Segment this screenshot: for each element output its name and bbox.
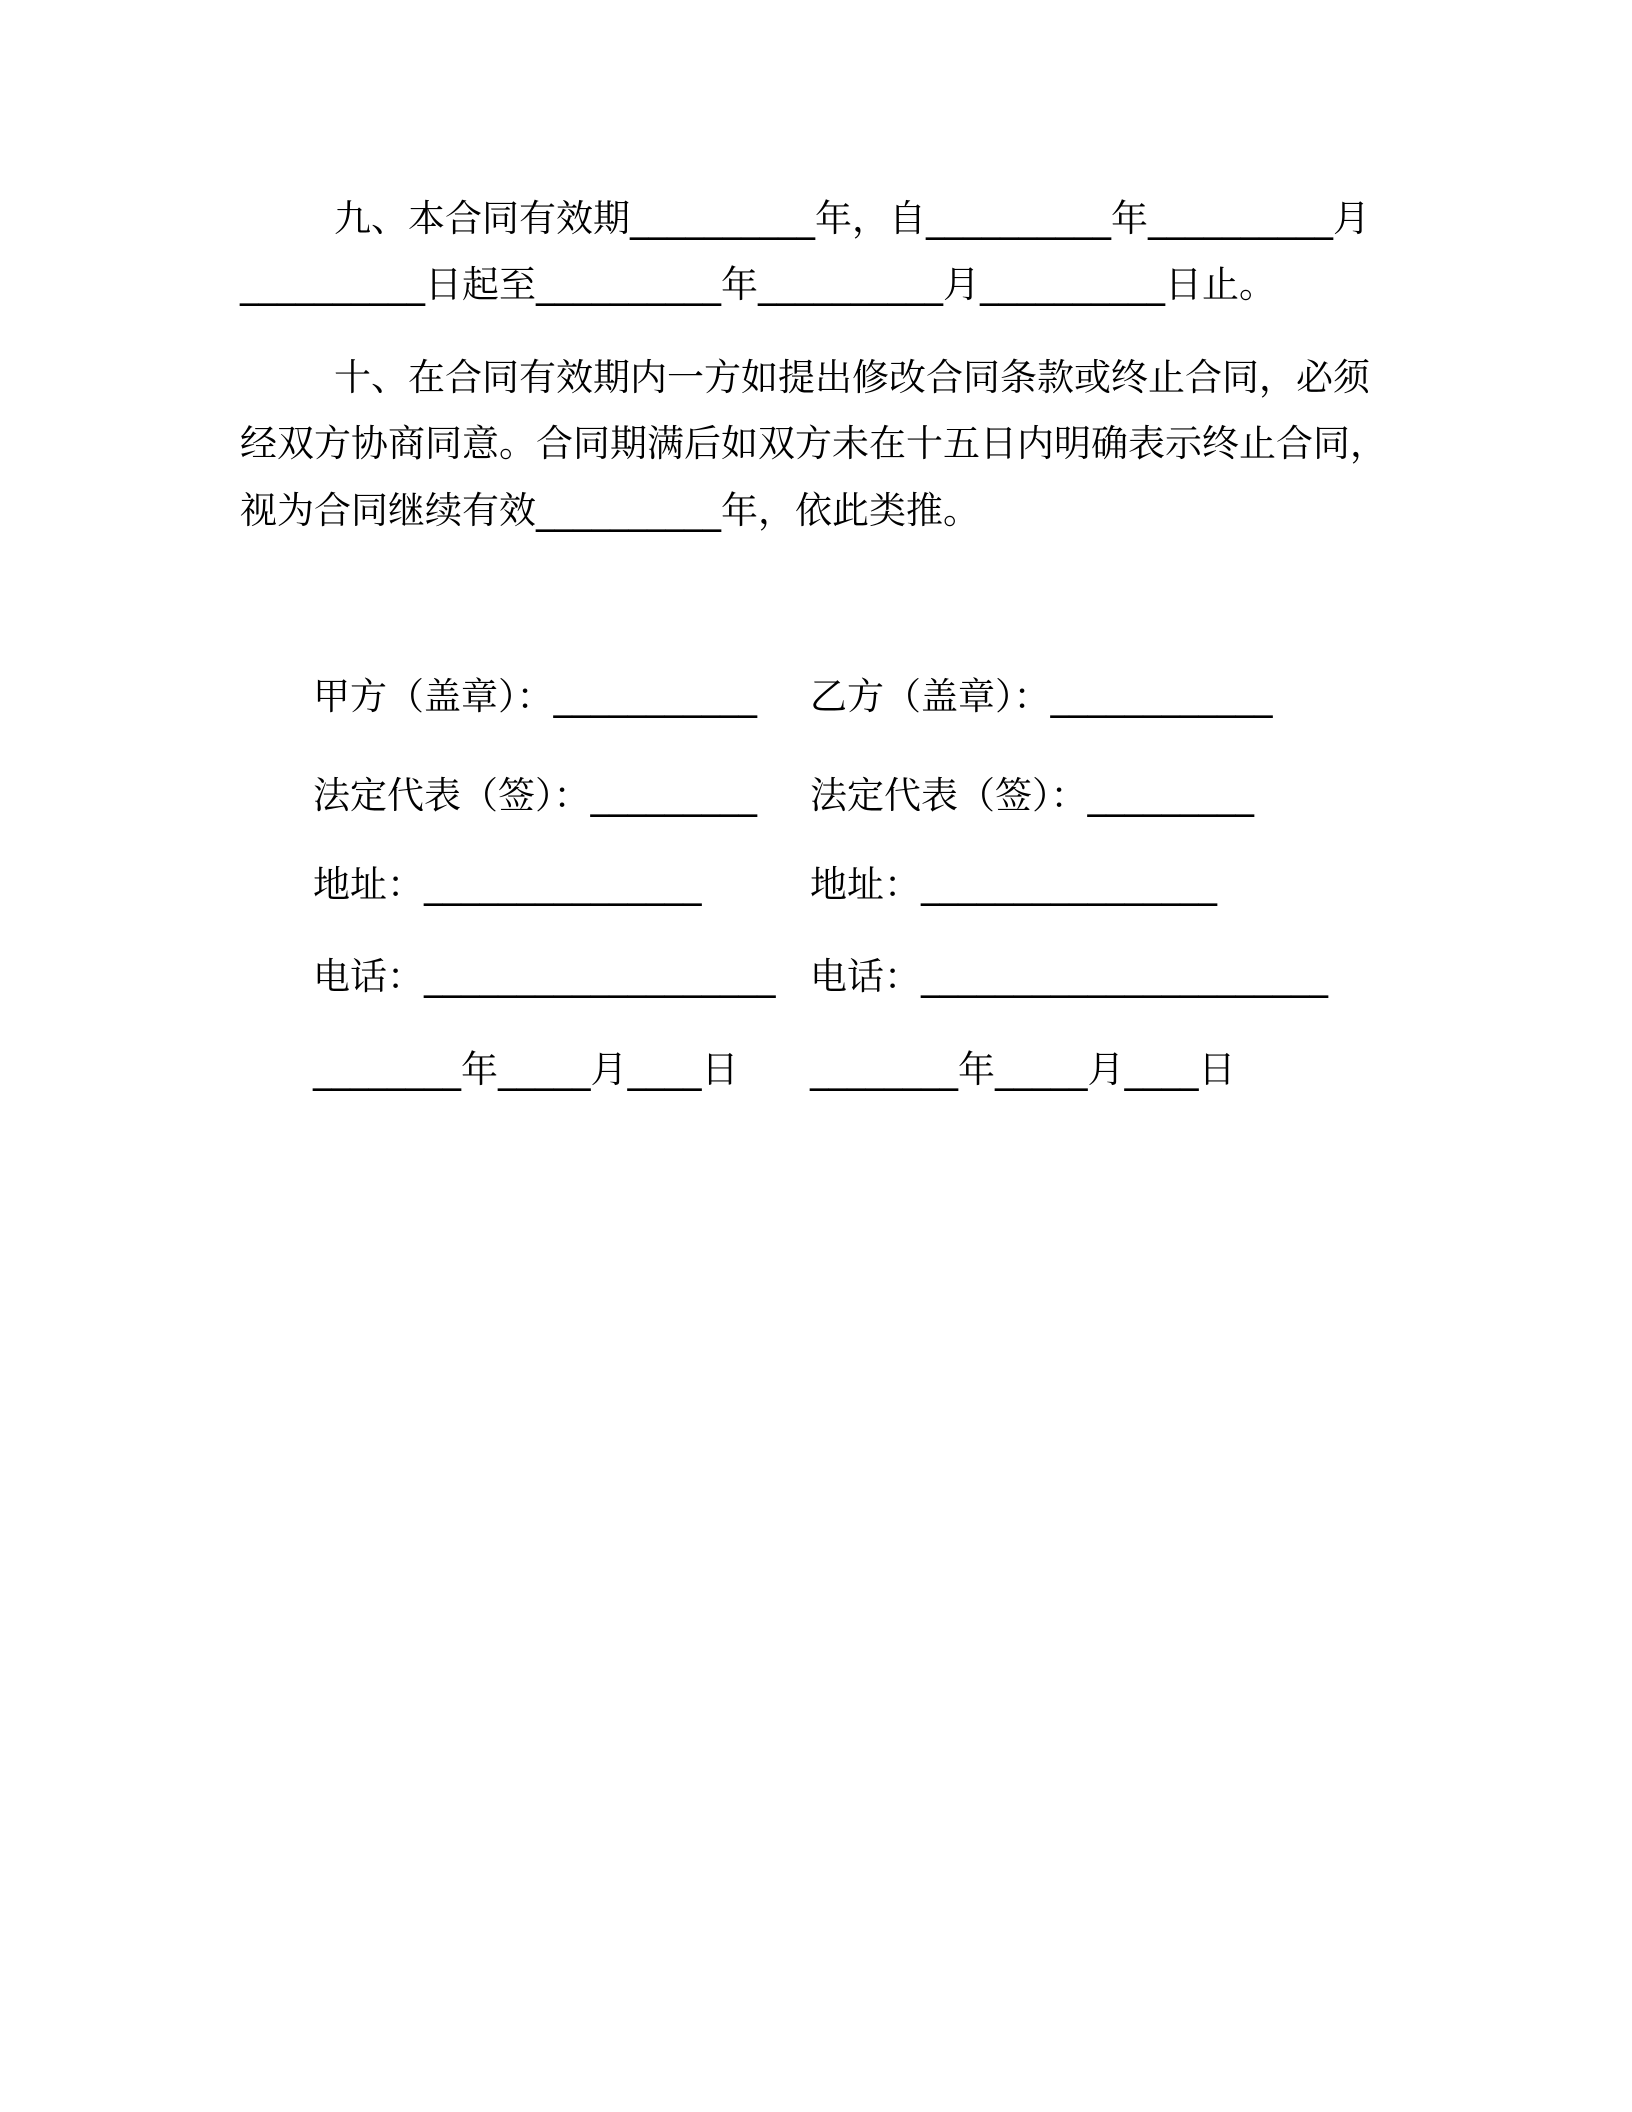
clause-10-line-2: 经双方协商同意。合同期满后如双方未在十五日内明确表示终止合同， [240, 422, 1387, 465]
party-a-date-field: ________年_____月____日 [313, 1048, 739, 1091]
party-b-seal-field: 乙方（盖章）：____________ [810, 675, 1273, 718]
clause-9-line-2: __________日起至__________年__________月__________日止。 [240, 263, 1276, 306]
party-b-address-field: 地址：________________ [810, 863, 1217, 906]
party-a-representative-field: 法定代表（签）：_________ [313, 774, 757, 817]
clause-10-line-3: 视为合同继续有效__________年，依此类推。 [240, 489, 980, 532]
party-a-address-field: 地址：_______________ [313, 863, 702, 906]
clause-10-line-1: 十、在合同有效期内一方如提出修改合同条款或终止合同，必须 [334, 356, 1370, 399]
party-b-representative-field: 法定代表（签）：_________ [810, 774, 1254, 817]
party-a-phone-field: 电话：___________________ [313, 955, 776, 998]
party-b-date-field: ________年_____月____日 [810, 1048, 1236, 1091]
party-a-seal-field: 甲方（盖章）：___________ [313, 675, 757, 718]
party-b-phone-field: 电话：______________________ [810, 955, 1328, 998]
clause-9-line-1: 九、本合同有效期__________年，自__________年__________月 [334, 197, 1370, 240]
